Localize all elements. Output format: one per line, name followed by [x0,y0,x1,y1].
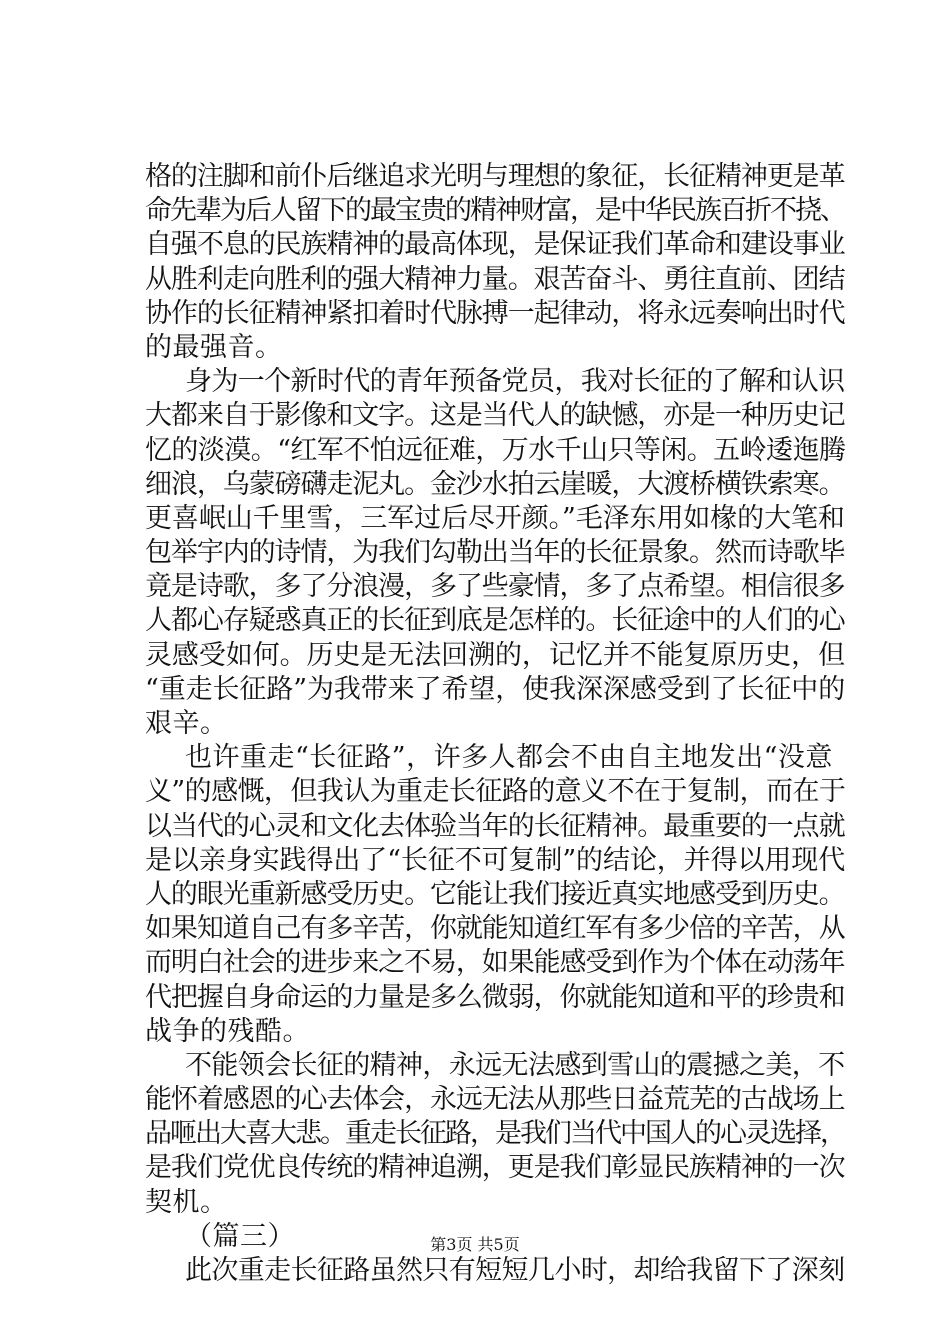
text-line: 是我们党优良传统的精神追溯，更是我们彰显民族精神的一次 [145,1152,845,1184]
text-line: 格的注脚和前仆后继追求光明与理想的象征，长征精神更是革 [145,161,845,192]
text-line: 身为一个新时代的青年预备党员，我对长征的了解和认识 [185,366,845,398]
text-line: 不能领会长征的精神，永远无法感到雪山的震撼之美，不 [185,1049,845,1081]
text-line: 是以亲身实践得出了“长征不可复制”的结论，并得以用现代 [145,844,846,876]
text-line: 而明白社会的进步来之不易，如果能感受到作为个体在动荡年 [145,947,845,979]
text-line: 契机。 [145,1186,228,1218]
text-line: 更喜岷山千里雪，三军过后尽开颜。”毛泽东用如椽的大笔和 [145,502,845,534]
text-line: 品咂出大喜大悲。重走长征路，是我们当代中国人的心灵选择， [145,1118,845,1150]
text-line: 艰辛。 [145,708,228,739]
text-line: “重走长征路”为我带来了希望，使我深深感受到了长征中的 [145,673,846,705]
text-line: 忆的淡漠。“红军不怕远征难，万水千山只等闲。五岭逶迤腾 [145,434,846,466]
document-body [145,160,845,1288]
text-line: 协作的长征精神紧扣着时代脉搏一起律动，将永远奏响出时代 [145,297,845,329]
text-line: （篇三） [185,1220,295,1252]
text-line: 如果知道自己有多辛苦，你就能知道红军有多少倍的辛苦，从 [145,913,845,945]
text-line: 也许重走“长征路”，许多人都会不由自主地发出“没意 [185,742,833,774]
text-line: 自强不息的民族精神的最高体现，是保证我们革命和建设事业 [145,229,845,261]
text-line: 的最强音。 [145,331,283,363]
text-line: 细浪，乌蒙磅礴走泥丸。金沙水拍云崖暖，大渡桥横铁索寒。 [145,468,845,500]
text-line: 竟是诗歌，多了分浪漫，多了些豪情，多了点希望。相信很多 [145,571,845,603]
text-line: 命先辈为后人留下的最宝贵的精神财富，是中华民族百折不挠、 [145,195,845,227]
text-line: 从胜利走向胜利的强大精神力量。艰苦奋斗、勇往直前、团结 [145,263,845,295]
text-line: 代把握自身命运的力量是多么微弱，你就能知道和平的珍贵和 [145,981,845,1013]
text-line: 大都来自于影像和文字。这是当代人的缺憾，亦是一种历史记 [145,400,845,432]
text-line: 战争的残酷。 [145,1015,310,1047]
text-line: 人都心存疑惑真正的长征到底是怎样的。长征途中的人们的心 [145,605,845,637]
text-line: 此次重走长征路虽然只有短短几小时，却给我留下了深刻 [185,1255,845,1286]
text-line: 包举宇内的诗情，为我们勾勒出当年的长征景象。然而诗歌毕 [145,537,845,569]
text-line: 灵感受如何。历史是无法回溯的，记忆并不能复原历史，但 [145,639,845,671]
text-line: 人的眼光重新感受历史。它能让我们接近真实地感受到历史。 [145,878,845,910]
text-line: 义”的感慨，但我认为重走长征路的意义不在于复制，而在于 [145,776,846,808]
text-line: 以当代的心灵和文化去体验当年的长征精神。最重要的一点就 [145,810,845,842]
page-footer: 第3页 共5页 [430,1235,520,1254]
text-line: 能怀着感恩的心去体会，永远无法从那些日益荒芜的古战场上 [145,1084,845,1116]
